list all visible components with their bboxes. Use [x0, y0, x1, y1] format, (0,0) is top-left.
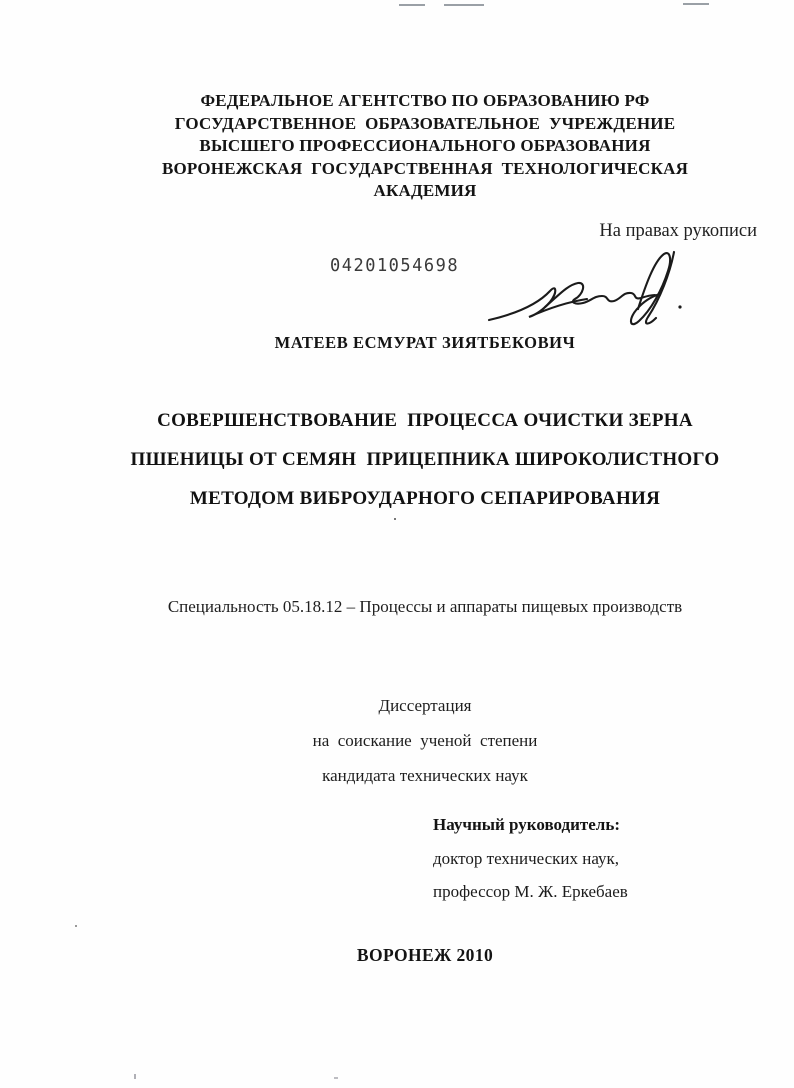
scan-artifact-dash — [399, 4, 425, 6]
header-line: ВОРОНЕЖСКАЯ ГОСУДАРСТВЕННАЯ ТЕХНОЛОГИЧЕСКАЯ — [161, 158, 689, 178]
scan-artifact-speck — [334, 1077, 338, 1079]
registration-number: 04201054698 — [330, 255, 460, 277]
manuscript-rights-note: На правах рукописи — [599, 221, 757, 241]
thesis-line: кандидата технических наук — [322, 766, 528, 785]
specialty-line: Специальность 05.18.12 – Процессы и аппараты пищевых производств — [167, 597, 683, 616]
supervisor-degree: доктор технических наук, — [433, 848, 620, 868]
city-year: ВОРОНЕЖ 2010 — [356, 945, 494, 965]
author-name: МАТЕЕВ ЕСМУРАТ ЗИЯТБЕКОВИЧ — [274, 333, 576, 352]
header-line: ФЕДЕРАЛЬНОЕ АГЕНТСТВО ПО ОБРАЗОВАНИЮ РФ — [200, 91, 650, 110]
scan-artifact-dash — [683, 3, 709, 5]
title-line: МЕТОДОМ ВИБРОУДАРНОГО СЕПАРИРОВАНИЯ — [189, 488, 661, 509]
institution-header — [66, 90, 784, 203]
signature-icon — [487, 247, 687, 329]
scan-artifact-dash — [444, 4, 484, 6]
supervisor-label: Научный руководитель: — [433, 815, 620, 834]
title-line: ПШЕНИЦЫ ОТ СЕМЯН ПРИЦЕПНИКА ШИРОКОЛИСТНОГО — [130, 449, 720, 470]
header-line: ВЫСШЕГО ПРОФЕССИОНАЛЬНОГО ОБРАЗОВАНИЯ — [199, 136, 651, 155]
scan-artifact-speck — [134, 1074, 136, 1079]
title-line: СОВЕРШЕНСТВОВАНИЕ ПРОЦЕССА ОЧИСТКИ ЗЕРНА — [157, 410, 693, 431]
dissertation-title — [66, 401, 784, 518]
scan-artifact-dot — [394, 518, 396, 520]
thesis-line: на соискание ученой степени — [312, 731, 538, 750]
scan-artifact-dot — [75, 925, 77, 927]
supervisor-block — [433, 808, 628, 909]
header-line: ГОСУДАРСТВЕННОЕ ОБРАЗОВАТЕЛЬНОЕ УЧРЕЖДЕНИЕ — [174, 113, 676, 133]
header-line: АКАДЕМИЯ — [373, 181, 477, 200]
thesis-degree-block — [66, 688, 784, 793]
supervisor-name: профессор М. Ж. Еркебаев — [433, 882, 628, 901]
thesis-line: Диссертация — [378, 696, 472, 715]
